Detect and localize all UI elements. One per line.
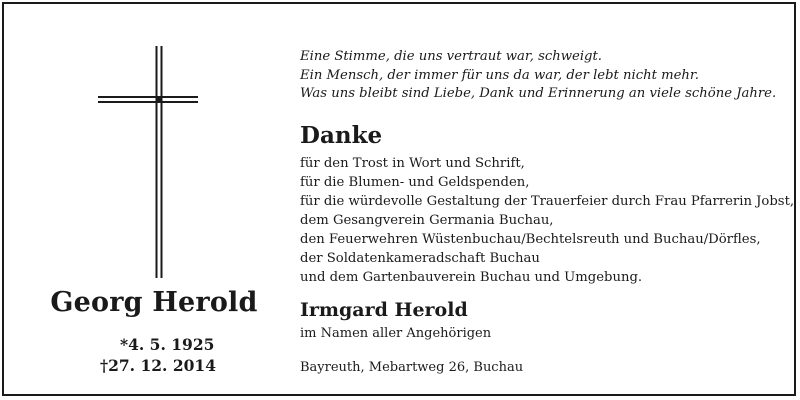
thanks-list — [300, 154, 795, 287]
memorial-poem — [300, 48, 780, 104]
thanks-line: dem Gesangverein Germania Buchau, — [300, 213, 554, 228]
poem-line: Ein Mensch, der immer für uns da war, der lebt nicht mehr. — [300, 67, 699, 83]
poem-line: Was uns bleibt sind Liebe, Dank und Erinnerung an viele schöne Jahre. — [300, 86, 777, 101]
death-mark: † — [100, 356, 109, 375]
thanks-line: für den Trost in Wort und Schrift, — [300, 156, 525, 171]
thanks-line: und dem Gartenbauverein Buchau und Umgebung. — [300, 270, 643, 285]
thanks-line: der Soldatenkameradschaft Buchau — [300, 251, 540, 266]
death-date-row — [100, 355, 260, 376]
birth-date: 4. 5. 1925 — [128, 335, 215, 354]
obituary-notice — [2, 2, 796, 396]
birth-date-row — [100, 334, 260, 355]
address: Bayreuth, Mebartweg 26, Buchau — [300, 360, 524, 375]
thanks-line: den Feuerwehren Wüstenbuchau/Bechtelsreuth und Buchau/Dörfles, — [300, 232, 761, 247]
signer-note: im Namen aller Angehörigen — [300, 326, 492, 341]
thanks-line: für die würdevolle Gestaltung der Trauerfeier durch Frau Pfarrerin Jobst, — [300, 194, 795, 209]
thanks-heading: Danke — [300, 122, 383, 149]
signer-name: Irmgard Herold — [300, 299, 468, 321]
cross-icon — [94, 46, 204, 278]
thanks-line: für die Blumen- und Geldspenden, — [300, 175, 530, 190]
death-date: 27. 12. 2014 — [108, 356, 216, 375]
deceased-name: Georg Herold — [50, 287, 258, 318]
poem-line: Eine Stimme, die uns vertraut war, schweigt. — [300, 49, 602, 64]
birth-mark: * — [120, 335, 129, 354]
life-dates — [100, 334, 260, 376]
